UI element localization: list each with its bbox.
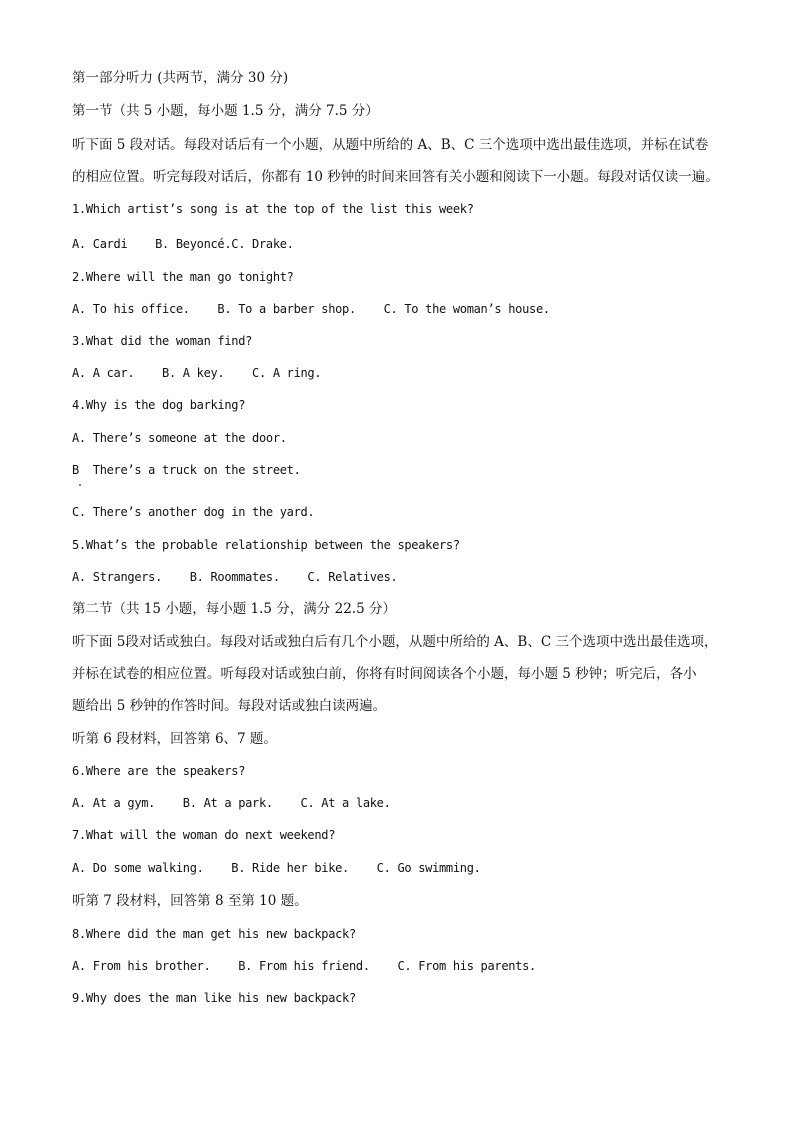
question-3-options: A. A car. B. A key. C. A ring.: [72, 366, 322, 380]
section1-instruction-line2: 的相应位置。听完每段对话后，你都有 10 秒钟的时间来回答有关小题和阅读下一小题。每段对话仅读一遍。: [72, 169, 719, 185]
section2-instruction-line3: 题给出 5 秒钟的作答时间。每段对话或独白读两遍。: [72, 698, 387, 714]
question-3: 3.What did the woman find?: [72, 334, 253, 348]
material-7-intro: 听第 7 段材料，回答第 8 至第 10 题。: [72, 893, 308, 909]
question-8: 8.Where did the man get his new backpack?: [72, 927, 356, 941]
question-8-options: A. From his brother. B. From his friend. C. From his parents.: [72, 959, 536, 973]
part-title: 第一部分听力 (共两节，满分 30 分): [72, 70, 289, 86]
question-7: 7.What will the woman do next weekend?: [72, 828, 336, 842]
question-2-options: A. To his office. B. To a barber shop. C. To the woman’s house.: [72, 302, 550, 316]
question-1-options: A. Cardi B. Beyoncé.C. Drake.: [72, 237, 294, 251]
question-5: 5.What’s the probable relationship between the speakers?: [72, 538, 460, 552]
question-5-options: A. Strangers. B. Roommates. C. Relatives.: [72, 570, 398, 584]
question-4-option-b: B There’s a truck on the street.: [72, 463, 301, 477]
section2-instruction-line1: 听下面 5段对话或独白。每段对话或独白后有几个小题，从题中所给的 A、B、C 三个选项中选出最佳选项，: [72, 634, 718, 650]
question-1: 1.Which artist’s song is at the top of the list this week?: [72, 202, 474, 216]
question-7-options: A. Do some walking. B. Ride her bike. C. Go swimming.: [72, 861, 481, 875]
section1-title: 第一节（共 5 小题，每小题 1.5 分，满分 7.5 分）: [72, 103, 379, 119]
stray-mark: [79, 484, 81, 486]
section1-instruction-line1: 听下面 5 段对话。每段对话后有一个小题，从题中所给的 A、B、C 三个选项中选出最佳选项，并标在试卷: [72, 137, 709, 153]
question-9: 9.Why does the man like his new backpack?: [72, 991, 356, 1005]
question-6-options: A. At a gym. B. At a park. C. At a lake.: [72, 796, 391, 810]
question-2: 2.Where will the man go tonight?: [72, 270, 294, 284]
question-4-option-a: A. There’s someone at the door.: [72, 431, 287, 445]
question-4: 4.Why is the dog barking?: [72, 398, 246, 412]
question-4-option-c: C. There’s another dog in the yard.: [72, 505, 315, 519]
question-6: 6.Where are the speakers?: [72, 764, 246, 778]
material-6-intro: 听第 6 段材料，回答第 6、7 题。: [72, 731, 277, 747]
section2-instruction-line2: 并标在试卷的相应位置。听每段对话或独白前，你将有时间阅读各个小题，每小题 5 秒钟；听完后，各小: [72, 666, 697, 682]
section2-title: 第二节（共 15 小题，每小题 1.5 分，满分 22.5 分）: [72, 601, 396, 617]
